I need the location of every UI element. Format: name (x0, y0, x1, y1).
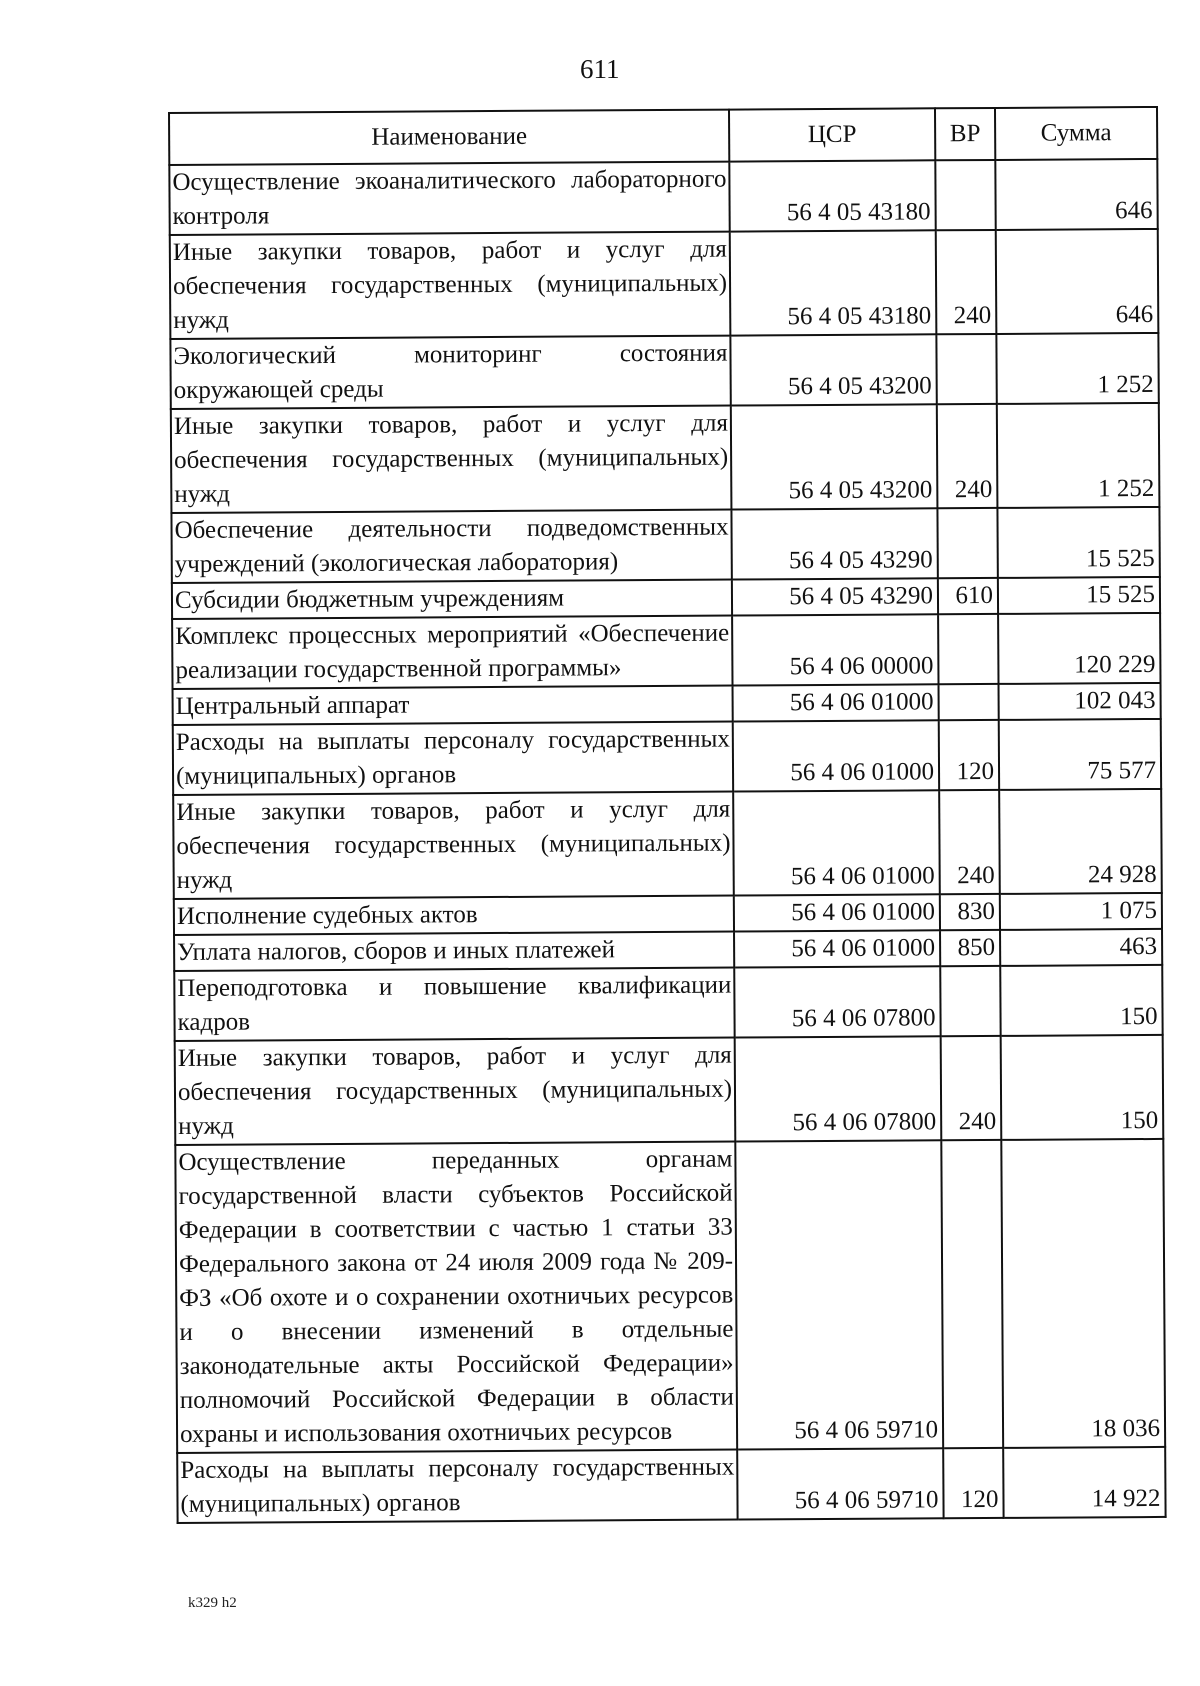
row-sum: 14 922 (1003, 1447, 1165, 1518)
row-sum: 24 928 (999, 789, 1162, 894)
row-sum: 646 (996, 229, 1159, 334)
row-csr: 56 4 06 59710 (735, 1140, 943, 1449)
page-number: 611 (580, 54, 620, 84)
row-sum: 646 (995, 159, 1157, 230)
row-vr (937, 508, 997, 578)
row-csr: 56 4 05 43180 (729, 160, 935, 231)
row-name: Субсидии бюджетным учреждениям (172, 580, 732, 619)
row-sum: 75 577 (999, 719, 1161, 790)
row-vr (935, 160, 995, 230)
table-row (172, 577, 1160, 619)
row-csr: 56 4 05 43290 (731, 508, 937, 579)
row-name: Переподготовка и повышение квалификации кадров (174, 968, 734, 1041)
budget-table (168, 106, 1167, 1524)
row-sum: 1 075 (1000, 893, 1162, 930)
row-vr: 240 (939, 790, 1000, 894)
row-vr: 120 (943, 1448, 1003, 1518)
row-vr (939, 684, 999, 720)
table-row (171, 507, 1159, 583)
row-name: Центральный аппарат (173, 686, 733, 725)
row-csr: 56 4 06 07800 (735, 1036, 942, 1141)
row-name: Уплата налогов, сборов и иных платежей (174, 932, 734, 971)
header-name: Наименование (169, 110, 729, 165)
row-csr: 56 4 06 01000 (733, 790, 940, 895)
row-csr: 56 4 06 01000 (734, 930, 940, 967)
row-csr: 56 4 06 00000 (732, 614, 938, 685)
row-csr: 56 4 06 01000 (733, 684, 939, 721)
table-row (170, 229, 1159, 339)
table-row (170, 333, 1158, 409)
header-csr: ЦСР (729, 108, 935, 161)
row-sum: 1 252 (996, 333, 1158, 404)
header-sum: Сумма (995, 107, 1157, 160)
table-row (169, 159, 1157, 235)
row-name: Осуществление переданных органам государственной власти субъектов Российской Федерации в соответствии с частью 1 статьи 33 Федерального закона от 24 июля 2009 года № 209-ФЗ «Об охоте и о сохранении охотничьих ресурсов и о внесении изменений в отдельные законодательные акты Российской Федерации» полномочий Российской Федерации в области охраны и использования охотничьих ресурсов (175, 1142, 737, 1453)
row-csr: 56 4 05 43200 (731, 404, 938, 509)
table-row (173, 789, 1162, 899)
row-csr: 56 4 05 43180 (730, 230, 937, 335)
row-csr: 56 4 05 43200 (730, 334, 936, 405)
row-sum: 1 252 (997, 403, 1160, 508)
row-sum: 150 (1000, 965, 1162, 1036)
row-sum: 15 525 (998, 577, 1160, 614)
row-sum: 463 (1000, 929, 1162, 966)
row-vr: 240 (937, 404, 998, 508)
row-vr: 830 (940, 894, 1000, 930)
row-name: Расходы на выплаты персоналу государственных (муниципальных) органов (173, 722, 733, 795)
row-name: Осуществление экоаналитического лабораторного контроля (169, 162, 729, 235)
table-row (175, 1035, 1164, 1145)
table-row (177, 1447, 1165, 1523)
row-name: Иные закупки товаров, работ и услуг для обеспечения государственных (муниципальных) нужд (170, 232, 731, 339)
row-vr: 610 (938, 578, 998, 614)
row-sum: 18 036 (1001, 1139, 1165, 1448)
table-row (173, 683, 1161, 725)
row-vr (938, 614, 998, 684)
table-row (174, 929, 1162, 971)
table-row (175, 1139, 1165, 1453)
row-vr: 120 (939, 720, 999, 790)
row-vr: 240 (941, 1036, 1002, 1140)
row-csr: 56 4 05 43290 (732, 578, 938, 615)
row-sum: 150 (1001, 1035, 1164, 1140)
row-vr (936, 334, 996, 404)
row-name: Иные закупки товаров, работ и услуг для обеспечения государственных (муниципальных) нужд (175, 1038, 736, 1145)
table-row (173, 719, 1161, 795)
table-row (174, 965, 1162, 1041)
table-row (171, 403, 1160, 513)
row-name: Расходы на выплаты персоналу государственных (муниципальных) органов (177, 1450, 737, 1523)
row-name: Комплекс процессных мероприятий «Обеспечение реализации государственной программы» (172, 616, 732, 689)
row-name: Обеспечение деятельности подведомственных учреждений (экологическая лаборатория) (171, 510, 731, 583)
table-row (172, 613, 1160, 689)
row-vr: 240 (936, 230, 997, 334)
row-sum: 15 525 (997, 507, 1159, 578)
header-vr: ВР (935, 108, 995, 160)
row-name: Иные закупки товаров, работ и услуг для обеспечения государственных (муниципальных) нужд (171, 406, 732, 513)
row-vr (940, 966, 1000, 1036)
row-name: Иные закупки товаров, работ и услуг для обеспечения государственных (муниципальных) нужд (173, 792, 734, 899)
row-csr: 56 4 06 07800 (734, 966, 940, 1037)
row-vr (941, 1140, 1003, 1448)
row-csr: 56 4 06 01000 (734, 894, 940, 931)
footer-code: k329 h2 (188, 1595, 237, 1611)
row-name: Исполнение судебных актов (174, 896, 734, 935)
row-name: Экологический мониторинг состояния окружающей среды (170, 336, 730, 409)
row-sum: 120 229 (998, 613, 1160, 684)
row-csr: 56 4 06 01000 (733, 720, 939, 791)
row-csr: 56 4 06 59710 (737, 1448, 943, 1519)
row-sum: 102 043 (999, 683, 1161, 720)
row-vr: 850 (940, 930, 1000, 966)
table-row (174, 893, 1162, 935)
table-header-row (169, 107, 1157, 165)
